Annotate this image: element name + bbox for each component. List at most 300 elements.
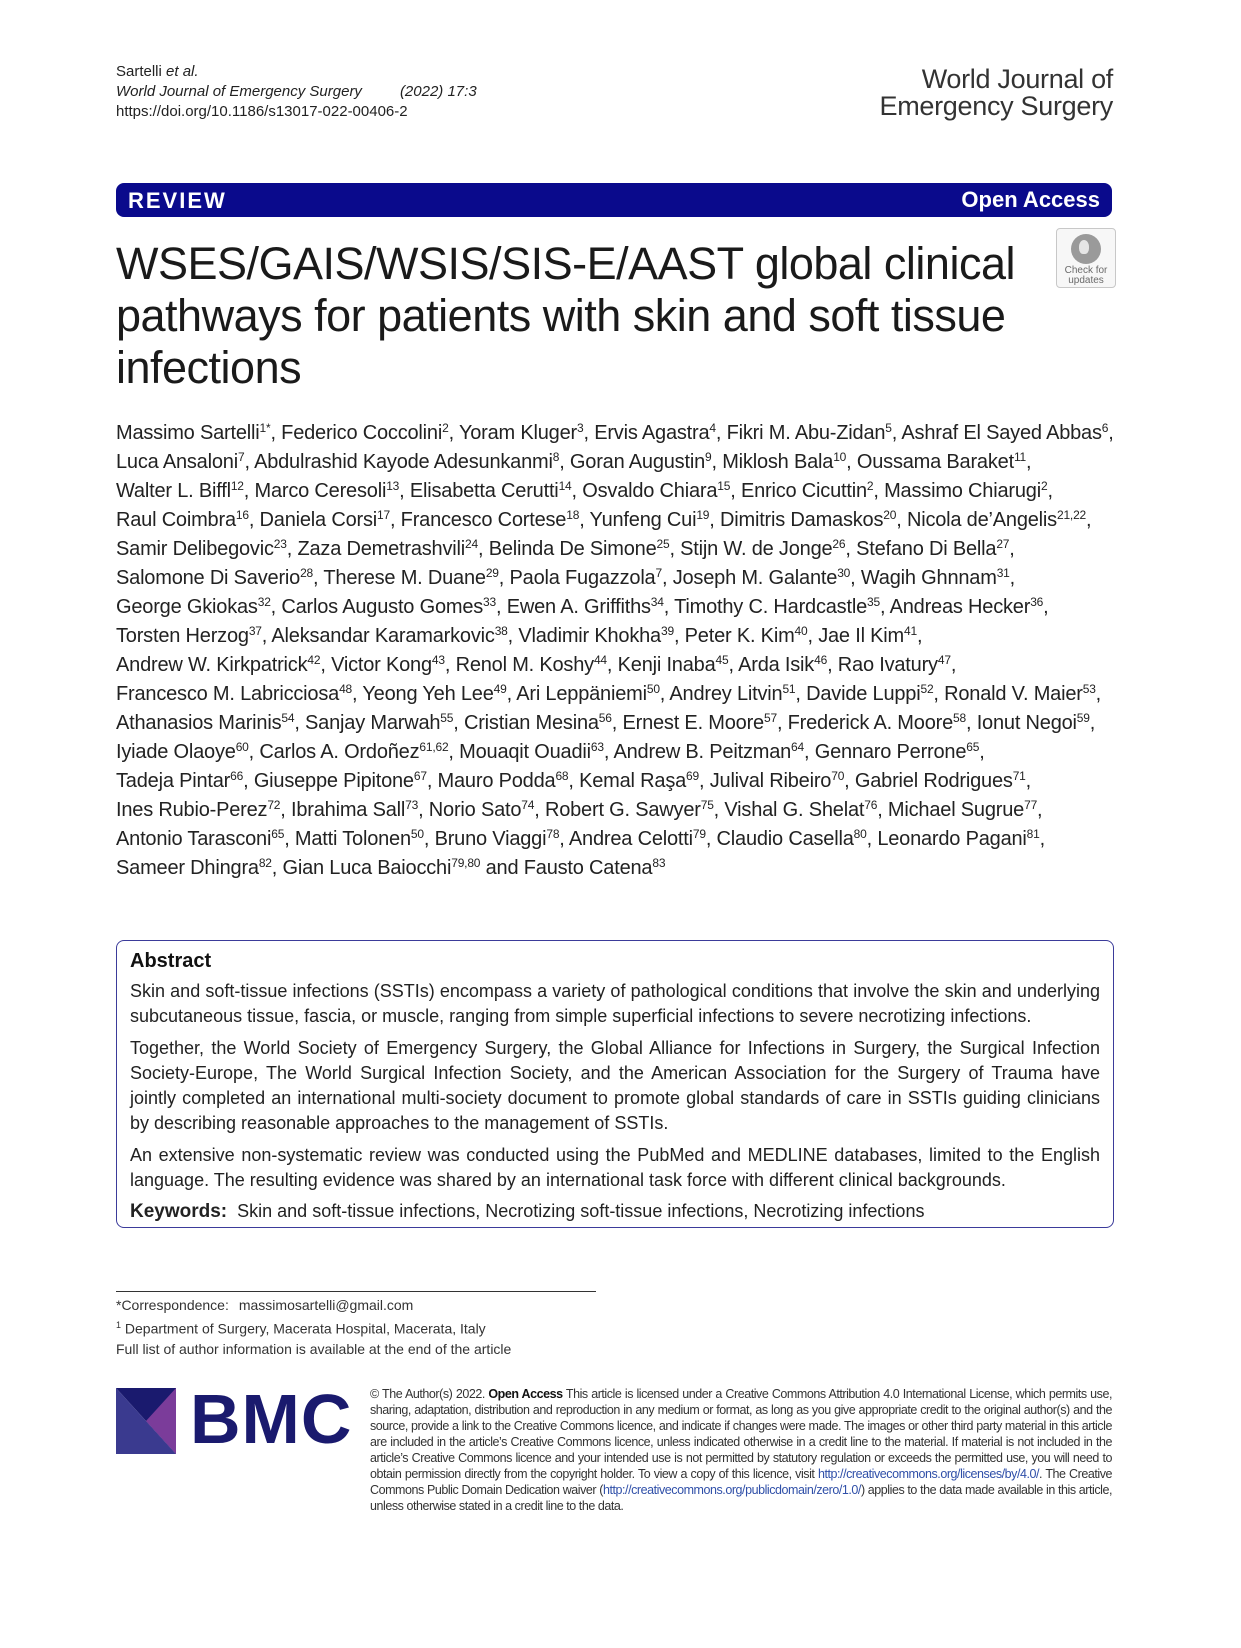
author-name-text: Salomone Di Saverio [116,567,301,589]
author-name[interactable] [459,741,604,763]
author-name-text: Robert G. Sawyer [544,799,701,821]
author-name-text: Gabriel Rodrigues [854,770,1013,792]
author-affiliation: 36 [1030,595,1044,609]
author-name[interactable] [724,799,877,821]
author-name[interactable] [459,422,584,444]
abstract-heading: Abstract [130,950,212,972]
author-name[interactable] [283,857,481,879]
correspondence-email[interactable]: massimosartelli@gmail.com [238,1297,414,1313]
author-name-text: Elisabetta Cerutti [409,480,559,502]
author-affiliation: 51 [782,682,796,696]
author-name-text: Ionut Negoi [976,712,1077,734]
author-affiliation: 19 [696,508,710,522]
author-name-text: Gennaro Perrone [814,741,967,763]
author-name[interactable] [856,538,1009,560]
author-name-text: Andrea Celotti [568,828,693,850]
author-name-text: George Gkiokas [116,596,258,618]
author-name[interactable] [254,451,559,473]
author-name[interactable] [116,741,249,763]
author-name-text: Abdulrashid Kayode Adesunkanmi [254,451,553,473]
abstract-paragraph: An extensive non-systematic review was conducted using the PubMed and MEDLINE databases, limited to the English language. The resulting evidence was shared by an international task force with different clinical backgrounds. [130,1145,1100,1190]
author-affiliation: 27 [996,537,1010,551]
article-type: REVIEW [128,188,227,213]
author-affiliation: 73 [405,798,419,812]
abstract-paragraph: Together, the World Society of Emergency Surgery, the Global Alliance for Infections in Surgery, the Surgical Infection Society-Europe, The World Surgical Infection Society, and the American Association for the Surgery of Trauma have jointly completed an international multi-society document to promote global standards of care in SSTIs guiding clinicians by describing reasonable approaches to the management of SSTIs. [130,1038,1100,1133]
author-name-text: Fikri M. Abu‑Zidan [726,422,886,444]
author-name-text: Carlos A. Ordoñez [259,741,420,763]
author-affiliation: 56 [598,711,612,725]
author-name[interactable] [410,480,572,502]
author-name-text: Nicola de’Angelis [906,509,1057,531]
license-link[interactable]: http://creativecommons.org/licenses/by/4.0/ [817,1467,1040,1481]
full-list-note: Full list of author information is available at the end of the article [116,1340,512,1357]
author-affiliation: 38 [494,624,508,638]
author-name-text: Carlos Augusto Gomes [281,596,484,618]
author-name-text: Wagih Ghnnam [860,567,997,589]
article-type-band [116,183,1112,217]
author-affiliation: 14 [558,479,572,493]
author-name-text: Dimitris Damaskos [720,509,884,531]
author-affiliation: 23 [273,537,287,551]
author-name[interactable] [518,625,674,647]
author-name[interactable] [510,567,662,589]
author-name[interactable] [685,625,808,647]
author-name-text: Osvaldo Chiara [582,480,718,502]
author-affiliation: 24 [465,537,478,551]
author-name[interactable] [818,625,917,647]
check-updates-text [1057,266,1115,286]
author-name[interactable] [857,451,1026,473]
author-affiliation: 81 [1026,827,1040,841]
license-text [370,1386,1112,1514]
author-name-text: Sameer Dhingra [116,857,259,879]
author-name-text: Samir Delibegovic [116,538,274,560]
author-name-text: Andrey Litvin [669,683,783,705]
author-name-text: Paola Fugazzola [509,567,656,589]
author-name[interactable] [489,538,670,560]
author-name[interactable] [815,741,980,763]
author-affiliation: 66 [230,769,244,783]
author-affiliation: 82 [258,856,272,870]
author-affiliation: 78 [546,827,560,841]
author-affiliation: 15 [717,479,731,493]
author-name[interactable] [254,770,427,792]
author-name-text: Mauro Podda [437,770,556,792]
author-name[interactable] [590,509,710,531]
author-name[interactable] [116,451,244,473]
author-affiliation: 79,80 [451,856,481,870]
author-name[interactable] [570,451,712,473]
author-affiliation: 32 [257,595,271,609]
license-body-3: ) applies to the data made available in this article, unless otherwise stated in a credit line to the data. [370,1483,1112,1513]
open-access-label: Open Access [961,187,1100,212]
author-affiliation: 35 [867,595,880,609]
author-affiliation: 31 [996,566,1010,580]
author-affiliation: 57 [763,711,777,725]
author-name[interactable] [438,770,569,792]
author-name-text: Matti Tolonen [294,828,411,850]
author-affiliation: 61,62 [419,740,449,754]
author-name[interactable] [722,451,846,473]
author-name[interactable] [259,741,448,763]
author-name-text: Victor Kong [331,654,432,676]
author-affiliation: 53 [1082,682,1096,696]
volume-info: (2022) 17:3 [399,83,477,100]
author-name[interactable] [727,422,892,444]
author-name-text: Gian Luca Baiocchi [282,857,452,879]
author-name[interactable] [907,509,1086,531]
author-affiliation: 64 [791,740,804,754]
author-name-text: Vladimir Khokha [518,625,661,647]
author-name-text: Marco Ceresoli [254,480,387,502]
author-name[interactable] [861,567,1010,589]
author-name[interactable] [618,654,729,676]
author-name-text: Claudio Casella [716,828,854,850]
keywords-label: Keywords: [130,1201,228,1222]
author-name[interactable] [116,567,313,589]
author-affiliation: 48 [339,682,353,696]
author-name-text: Julival Ribeiro [709,770,832,792]
abstract-paragraph: Skin and soft-tissue infections (SSTIs) encompass a variety of pathological conditions that involve the skin and underlying subcutaneous tissue, fascia, or muscle, ranging from simple superficial infections to severe necrotizing infections. [130,981,1100,1026]
author-affiliation: 70 [831,769,845,783]
author-name[interactable] [717,828,867,850]
author-name-text: Ernest E. Moore [622,712,764,734]
author-affiliation: 20 [883,508,897,522]
author-name[interactable] [291,799,418,821]
journal-logo [880,66,1114,120]
author-name-text: Fausto Catena [523,857,653,879]
author-name[interactable] [579,770,699,792]
author-affiliation: 58 [953,711,966,725]
author-name[interactable] [890,596,1044,618]
author-name[interactable] [116,799,280,821]
bmc-logo-icon [116,1388,176,1454]
author-name[interactable] [281,596,496,618]
author-name[interactable] [720,509,896,531]
author-name-text: Ewen A. Griffiths [506,596,651,618]
author-name-text: Sanjay Marwah [305,712,441,734]
keywords-list: Skin and soft-tissue infections, Necrotizing soft-tissue infections, Necrotizing infections [237,1201,925,1221]
author-name[interactable] [116,538,287,560]
author-name[interactable] [738,654,827,676]
author-name-text: Francesco M. Labricciosa [116,683,340,705]
author-name[interactable] [569,828,706,850]
author-name-text: Francesco Cortese [400,509,567,531]
author-affiliation: 60 [235,740,249,754]
author-name-text: Frederick A. Moore [787,712,954,734]
author-name[interactable] [305,712,453,734]
author-name-text: Leonardo Pagani [877,828,1027,850]
author-name-text: Jae Il Kim [818,625,905,647]
author-name[interactable] [622,712,776,734]
author-name[interactable] [507,596,664,618]
author-affiliation: 44 [593,653,607,667]
author-name-text: Therese M. Duane [323,567,486,589]
author-affiliation: 5 [885,421,892,435]
author-affiliation: 75 [700,798,714,812]
doi-link[interactable]: https://doi.org/10.1186/s13017-022-00406-2 [116,103,408,120]
author-name[interactable] [680,538,845,560]
et-al: et al. [166,63,199,80]
author-affiliation: 26 [832,537,846,551]
author-name[interactable] [977,712,1090,734]
author-name[interactable] [362,683,506,705]
author-name-text: Ari Leppäniemi [516,683,647,705]
license-body: This article is licensed under a Creative Commons Attribution 4.0 International License, which permits use, sharing, adaptation, distribution and reproduction in any medium or format, as long as you give appropriate credit to the original author(s) and the source, provide a link to the Creative Commons licence, and indicate if changes were made. The images or other third party material in this article are included in the article’s Creative Commons licence, unless indicated otherwise in a credit line to the material. If material is not included in the article’s Creative Commons licence and your intended use is not permitted by statutory regulation or exceeds the permitted use, you will need to obtain permission directly from the copyright holder. To view a copy of this licence, visit [370,1387,1112,1481]
author-name[interactable] [429,799,534,821]
author-name-text: Ashraf El Sayed Abbas [901,422,1102,444]
author-name[interactable] [884,480,1047,502]
author-affiliation: 67 [413,769,427,783]
author-name-text: Andrew W. Kirkpatrick [116,654,308,676]
author-name-text: Antonio Tarasconi [116,828,272,850]
author-affiliation: 40 [794,624,808,638]
author-name-text: Michael Sugrue [887,799,1025,821]
license-open-access: Open Access [488,1387,563,1401]
author-name[interactable] [297,538,478,560]
check-for-updates-badge[interactable] [1056,228,1116,288]
author-name[interactable] [260,509,390,531]
journal-citation: World Journal of Emergency Surgery [116,83,362,100]
author-name-text: Enrico Cicuttin [740,480,867,502]
author-name[interactable] [116,509,249,531]
author-name[interactable] [877,828,1039,850]
author-affiliation: 63 [590,740,604,754]
author-name[interactable] [888,799,1037,821]
copyright: © The Author(s) 2022. [370,1387,485,1401]
bmc-logo-text: BMC [190,1380,353,1458]
footnote-rule [116,1291,596,1292]
author-name[interactable] [456,654,607,676]
author-affiliation: 2 [1040,479,1048,493]
author-name-text: Goran Augustin [569,451,705,473]
author-affiliation: 77 [1024,798,1038,812]
author-name-text: Luca Ansaloni [116,451,238,473]
author-name-text: Aleksandar Karamarkovic [271,625,495,647]
author-affiliation: 6 [1101,421,1109,435]
author-affiliation: 16 [235,508,249,522]
author-name[interactable] [323,567,498,589]
keywords [130,1199,1100,1224]
author-name[interactable] [255,480,400,502]
author-name-text: Belinda De Simone [488,538,657,560]
author-name[interactable] [116,625,262,647]
author-name-text: Andrew B. Peitzman [613,741,792,763]
author-name-text: Vishal G. Shelat [724,799,865,821]
author-name-text: Davide Luppi [806,683,921,705]
author-name-text: Yeong Yeh Lee [362,683,494,705]
author-affiliation: 50 [646,682,660,696]
author-name-text: Yoram Kluger [458,422,577,444]
author-name[interactable] [116,828,284,850]
author-name[interactable] [116,480,244,502]
author-name[interactable] [401,509,580,531]
author-name[interactable] [669,683,795,705]
author-name[interactable] [710,770,844,792]
author-affiliation: 80 [853,827,867,841]
author-affiliation: 37 [248,624,262,638]
author-name-text: Miklosh Bala [722,451,834,473]
author-affiliation: 7 [237,450,245,464]
author-name[interactable] [855,770,1026,792]
author-affiliation: 45 [715,653,729,667]
author-name[interactable] [116,654,320,676]
author-affiliation: 13 [386,479,400,493]
author-name[interactable] [435,828,560,850]
author-affiliation: 42 [307,653,321,667]
author-name-text: Massimo Chiarugi [884,480,1041,502]
author-name[interactable] [838,654,951,676]
author-name-text: Ervis Agastra [594,422,710,444]
author-affiliation: 59 [1076,711,1090,725]
author-affiliation: 65 [271,827,285,841]
author-name-text: Mouaqit Ouadii [459,741,591,763]
author-name-text: Zaza Demetrashvili [297,538,466,560]
author-affiliation: 18 [566,508,580,522]
author-name[interactable] [281,422,448,444]
author-name-text: Athanasios Marinis [116,712,282,734]
author-affiliation: 3 [576,421,584,435]
author-name-text: Arda Isik [738,654,815,676]
author-name[interactable] [741,480,873,502]
author-name[interactable] [674,596,880,618]
author-name[interactable] [116,770,243,792]
author-affiliation: 76 [864,798,878,812]
footnotes [116,1295,511,1359]
author-name-text: Walter L. Biffl [116,480,231,502]
author-name[interactable] [944,683,1096,705]
author-affiliation: 29 [485,566,499,580]
author-affiliation: 46 [814,653,828,667]
author-name[interactable] [582,480,730,502]
author-name-text: Ines Rubio‑Perez [116,799,268,821]
author-name-text: Tadeja Pintar [116,770,231,792]
author-affiliation: 65 [966,740,980,754]
author-affiliation: 17 [377,508,390,522]
author-name[interactable] [116,712,294,734]
author-conjunction: and [480,857,524,879]
author-affiliation: 71 [1012,769,1026,783]
author-name[interactable] [295,828,424,850]
author-name-text: Ronald V. Maier [944,683,1083,705]
author-name[interactable] [331,654,445,676]
author-name-text: Torsten Herzog [116,625,249,647]
author-name-text: Kemal Raşa [579,770,687,792]
author-name-text: Federico Coccolini [281,422,443,444]
author-affiliation: 11 [1013,450,1026,464]
author-name-text: Daniela Corsi [259,509,377,531]
citation-journal [116,82,477,102]
author-affiliation: 9 [705,450,712,464]
author-name[interactable] [806,683,933,705]
author-name[interactable] [116,857,272,879]
author-name[interactable] [271,625,507,647]
author-name-text: Oussama Baraket [856,451,1014,473]
author-name[interactable] [788,712,966,734]
license-body-2: . The Creative Commons Public Domain Dedication waiver ( [370,1467,1112,1497]
author-affiliation: 12 [230,479,244,493]
author-name-text: Kenji Inaba [617,654,716,676]
author-name-text: Raul Coimbra [116,509,236,531]
author-affiliation: 47 [937,653,951,667]
author-affiliation: 74 [521,798,535,812]
author-name[interactable] [901,422,1108,444]
author-affiliation: 50 [410,827,424,841]
author-name-text: Norio Sato [428,799,522,821]
author-affiliation: 68 [555,769,569,783]
author-name-text: Massimo Sartelli [116,422,260,444]
author-name-text: Stijn W. de Jonge [680,538,833,560]
author-name[interactable] [116,422,270,444]
affiliation-text: Department of Surgery, Macerata Hospital, Macerata, Italy [124,1320,486,1337]
author-name[interactable] [516,683,660,705]
author-affiliation: 1* [259,421,271,435]
author-list: Massimo Sartelli$^{1*}$, Federico Coccolini$^2$, Yoram Kluger$^3$, Ervis Agastra$^4$, Fikri M. Abu‑Zidan$^5$, Ashraf El Sayed Abbas$^6$, Luca Ansaloni$^7$, Abdulrashid Kayode Adesunkanmi$^8$, Goran Augustin$^9$, Miklosh Bala$^{10}$, Oussama Baraket$^{11}$, Walter L. Biffl$^{12}$, Marco Ceresoli$^{13}$, Elisabetta Cerutti$^{14}$, Osvaldo Chiara$^{15}$, Enrico Cicuttin$^2$, Massimo Chiarugi$^2$, Raul Coimbra$^{16}$, Daniela Corsi$^{17}$, Francesco Cortese$^{18}$, Yunfeng Cui$^{19}$, Dimitris Damaskos$^{20}$, Nicola de’Angelis$^{21,22}$, Samir Delibegovic$^{23}$, Zaza Demetrashvili$^{24}$, Belinda De Simone$^{25}$, Stijn W. de Jonge$^{26}$, Stefano Di Bella$^{27}$, Salomone Di Saverio$^{28}$, Therese M. Duane$^{29}$, Paola Fugazzola$^7$, Joseph M. Galante$^{30}$, Wagih Ghnnam$^{31}$, George Gkiokas$^{32}$, Carlos Augusto Gomes$^{33}$, Ewen A. Griffiths$^{34}$, Timothy C. Hardcastle$^{35}$, Andreas Hecker$^{36}$, Torsten Herzog$^{37}$, Aleksandar Karamarkovic$^{38}$, Vladimir Khokha$^{39}$, Peter K. Kim$^{40}$, Jae Il Kim$^{41}$, Andrew W. Kirkpatrick$^{42}$, Victor Kong$^{43}$, Renol M. Koshy$^{44}$, Kenji Inaba$^{45}$, Arda Isik$^{46}$, Rao Ivatury$^{47}$, Francesco M. Labricciosa$^{48}$, Yeong Yeh Lee$^{49}$, Ari Leppäniemi$^{50}$, Andrey Litvin$^{51}$, Davide Luppi$^{52}$, Ronald V. Maier$^{53}$, Athanasios Marinis$^{54}$, Sanjay Marwah$^{55}$, Cristian Mesina$^{56}$, Ernest E. Moore$^{57}$, Frederick A. Moore$^{58}$, Ionut Negoi$^{59}$, Iyiade Olaoye$^{60}$, Carlos A. Ordoñez$^{61,62}$, Mouaqit Ouadii$^{63}$, Andrew B. Peitzman$^{64}$, Gennaro Perrone$^{65}$, Tadeja Pintar$^{66}$, Giuseppe Pipitone$^{67}$, Mauro Podda$^{68}$, Kemal Raşa$^{69}$, Julival Ribeiro$^{70}$, Gabriel Rodrigues$^{71}$, Ines Rubio‑Perez$^{72}$, Ibrahima Sall$^{73}$, Norio Sato$^{74}$, Robert G. Sawyer$^{75}$, Vishal G. Shelat$^{76}$, Michael Sugrue$^{77}$, Antonio Tarasconi$^{65}$, Matti Tolonen$^{50}$, Bruno Viaggi$^{78}$, Andrea Celotti$^{79}$, Claudio Casella$^{80}$, Leonardo Pagani$^{81}$, Sameer Dhingra$^{82}$, Gian Luca Baiocchi$^{79,80}$ and Fausto Catena$^{83}$ [116,421,1114,879]
author-affiliation: 2 [866,479,874,493]
first-author: Sartelli [116,63,162,80]
author-name[interactable] [613,741,804,763]
author-name-text: Rao Ivatury [837,654,938,676]
correspondence-label: *Correspondence: [116,1297,229,1313]
citation-authors [116,62,477,82]
author-name[interactable] [116,683,352,705]
correspondence [116,1295,511,1315]
affiliation-note [116,1315,511,1339]
abstract-box [116,940,1114,1228]
author-affiliation: 10 [833,450,847,464]
author-name-text: Iyiade Olaoye [116,741,236,763]
author-affiliation: 54 [281,711,295,725]
author-affiliation: 33 [483,595,496,609]
check-updates-icon [1071,234,1101,264]
article-meta [116,62,477,122]
author-affiliation: 49 [493,682,507,696]
author-affiliation: 72 [267,798,281,812]
author-name-text: Peter K. Kim [684,625,795,647]
author-name-text: Stefano Di Bella [856,538,997,560]
author-affiliation: 21,22 [1056,508,1087,522]
author-affiliation: 7 [655,566,662,580]
author-affiliation: 8 [552,450,560,464]
author-name-text: Bruno Viaggi [434,828,547,850]
author-affiliation: 69 [686,769,699,783]
author-affiliation: 39 [661,624,674,638]
journal-logo-line1: World Journal of [921,64,1113,94]
author-name[interactable] [524,857,666,879]
author-name[interactable] [594,422,716,444]
author-affiliation: 4 [709,421,716,435]
author-name[interactable] [545,799,714,821]
author-affiliation: 83 [652,856,666,870]
check-updates-line1: Check for [1064,265,1108,276]
article-title: WSES/GAIS/WSIS/SIS-E/AAST global clinical pathways for patients with skin and soft tissue infections [116,238,1015,393]
check-updates-line2: updates [1068,275,1104,286]
author-name[interactable] [464,712,612,734]
author-name-text: Yunfeng Cui [589,509,697,531]
author-name-text: Andreas Hecker [889,596,1031,618]
author-affiliation: 25 [656,537,670,551]
author-name-text: Joseph M. Galante [672,567,838,589]
author-name-text: Timothy C. Hardcastle [674,596,867,618]
author-name-text: Ibrahima Sall [291,799,406,821]
public-domain-link[interactable]: http://creativecommons.org/publicdomain/zero/1.0/ [602,1483,861,1497]
author-name-text: Cristian Mesina [463,712,599,734]
author-name[interactable] [116,596,271,618]
author-affiliation: 34 [650,595,664,609]
author-affiliation: 79 [692,827,706,841]
author-name[interactable] [673,567,850,589]
author-affiliation: 2 [442,421,449,435]
